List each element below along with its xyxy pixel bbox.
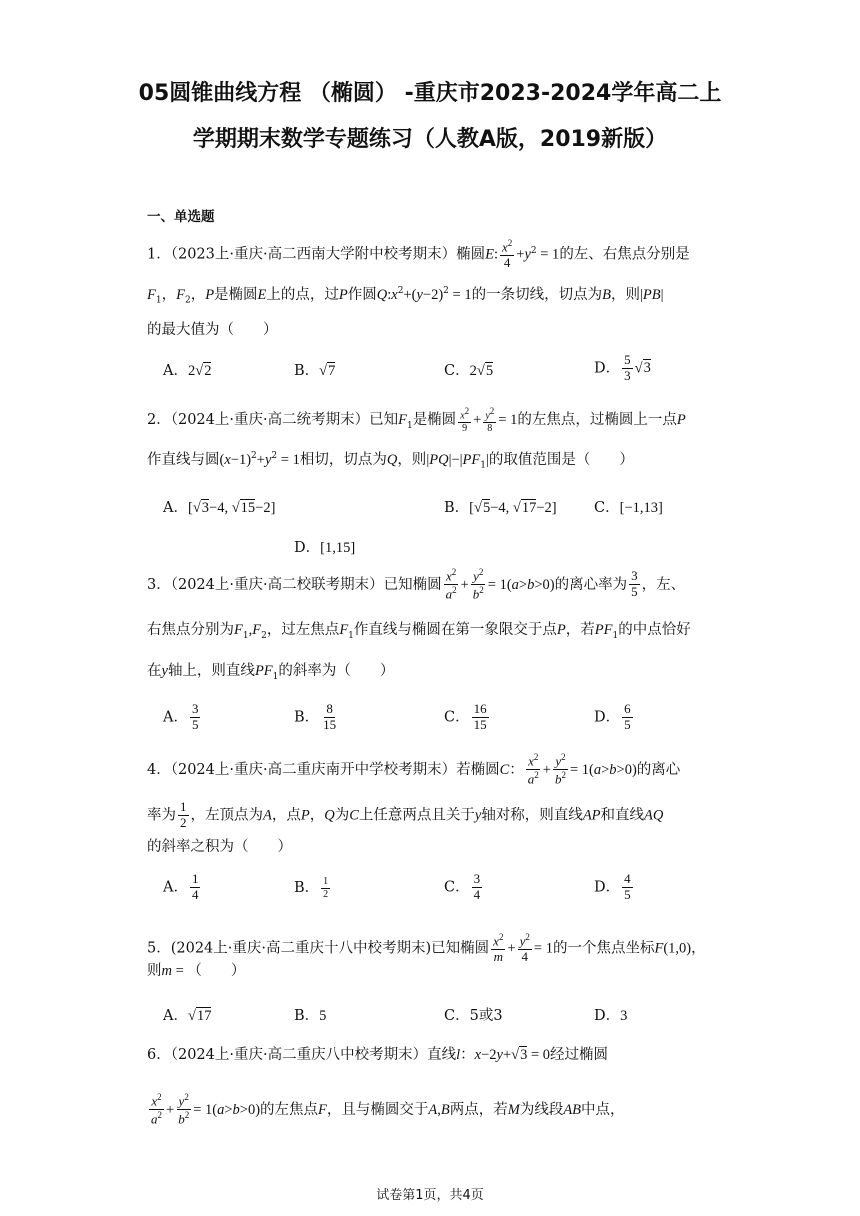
- document-title-line2: 学期期末数学专题练习（人教A版，2019新版）: [192, 127, 668, 152]
- q5-line2: 则m = （ ）: [147, 963, 246, 979]
- q1-lead: 1．（2023上·重庆·高二西南大学附中校考期末）椭圆: [147, 246, 486, 263]
- q3-line3: 在y轴上，则直线$PF_1$的斜率为（ ）: [147, 663, 395, 682]
- q3-option-c[interactable]: C． $\frac{16}{15}$: [444, 701, 487, 732]
- page-footer: 试卷第1页，共4页: [376, 1188, 484, 1203]
- q3-option-a[interactable]: A． $\frac{3}{5}$: [163, 701, 199, 732]
- q4-option-b[interactable]: B． $\frac{1}{2}$: [294, 876, 329, 900]
- q2-option-c[interactable]: C．[−1,13]: [594, 500, 663, 516]
- q1-option-b[interactable]: B．√7: [294, 363, 336, 379]
- q2-option-d[interactable]: D．[1,15]: [294, 540, 356, 556]
- q1-line1: 1．（2023上·重庆·高二西南大学附中校考期末）椭圆E: $\frac{x^2}{4}$ $+y^2 = 1$的左、右焦点分别是: [147, 238, 690, 271]
- q3-line2: 右焦点分别为$F_1,F_2$，过左焦点$F_1$作直线与椭圆在第一象限交于点P，若$PF_1$的中点恰好: [147, 622, 691, 641]
- q3-line1: 3．（2024上·重庆·高二校联考期末）已知椭圆 $\frac{x^2}{a^2}$ + $\frac{y^2}{b^2}$ = 1(a>b>0)的离心率为 $\frac{3}{5}$ ，左、: [147, 567, 686, 602]
- q5-option-c[interactable]: C．5或3: [444, 1008, 503, 1024]
- q3-option-d[interactable]: D． $\frac{6}{5}$: [594, 701, 631, 732]
- q5-option-b[interactable]: B．5: [294, 1008, 327, 1024]
- q3-option-b[interactable]: B． $\frac{8}{15}$: [294, 701, 337, 732]
- q4-option-a[interactable]: A． $\frac{1}{4}$: [163, 871, 199, 902]
- q6-line1: 6．（2024上·重庆·高二重庆八中校考期末）直线l：x−2y+√3 = 0经过椭圆: [147, 1047, 609, 1063]
- q1-option-c[interactable]: C．2√5: [444, 363, 494, 379]
- q4-option-c[interactable]: C． $\frac{3}{4}$: [444, 871, 481, 902]
- document-title-line1: 05圆锥曲线方程 （椭圆） -重庆市2023-2024学年高二上: [138, 81, 722, 106]
- q1-line3: 的最大值为（ ）: [147, 322, 278, 338]
- section-label: 一、单选题: [147, 209, 215, 225]
- q1-line2: $F_1$，$F_2$，P是椭圆E上的点，过P作圆$Q:x^2+(y-2)^2 = 1$的一条切线，切点为B，则|PB|: [147, 286, 664, 306]
- q2-line1: 2．（2024上·重庆·高二统考期末）已知$F_1$是椭圆 $\frac{x^2}{9}$ + $\frac{y^2}{8}$ = 1的左焦点，过椭圆上一点P: [147, 406, 686, 434]
- q2-line2: 作直线与圆$(x-1)^2+y^2 = 1$相切，切点为Q，则$|PQ|-|PF_1|$的取值范围是（ ）: [147, 451, 634, 471]
- q4-line1: 4．（2024上·重庆·高二重庆南开中学校考期末）若椭圆C： $\frac{x^2}{a^2}$ + $\frac{y^2}{b^2}$ = 1(a>b>0)的离心: [147, 752, 681, 787]
- q1-option-d[interactable]: D． $\frac{5}{3}$ √3: [594, 352, 651, 383]
- q4-line2: 率为 $\frac{1}{2}$ ，左顶点为A，点P，Q为C上任意两点且关于y轴对称，则直线AP和直线AQ: [147, 799, 664, 830]
- q1-option-a[interactable]: A．2√2: [163, 363, 212, 379]
- q2-option-b[interactable]: B．[√5−4, √17−2]: [444, 500, 557, 516]
- q5-option-a[interactable]: A．√17: [163, 1008, 212, 1024]
- q4-line3: 的斜率之积为（ ）: [147, 839, 292, 855]
- q4-option-d[interactable]: D． $\frac{4}{5}$: [594, 871, 631, 902]
- q5-line1: 5．(2024上·重庆·高二重庆十八中校考期末)已知椭圆 $\frac{x^2}{m}$ + $\frac{y^2}{4}$ = 1的一个焦点坐标F(1,0)，: [147, 932, 706, 965]
- q5-option-d[interactable]: D．3: [594, 1008, 628, 1024]
- q6-line2: $\frac{x^2}{a^2}$ + $\frac{y^2}{b^2}$ = 1(a>b>0)的左焦点F，且与椭圆交于A,B两点，若M为线段AB中点，: [151, 1092, 625, 1127]
- q2-option-a[interactable]: A．[√3−4, √15−2]: [163, 500, 276, 516]
